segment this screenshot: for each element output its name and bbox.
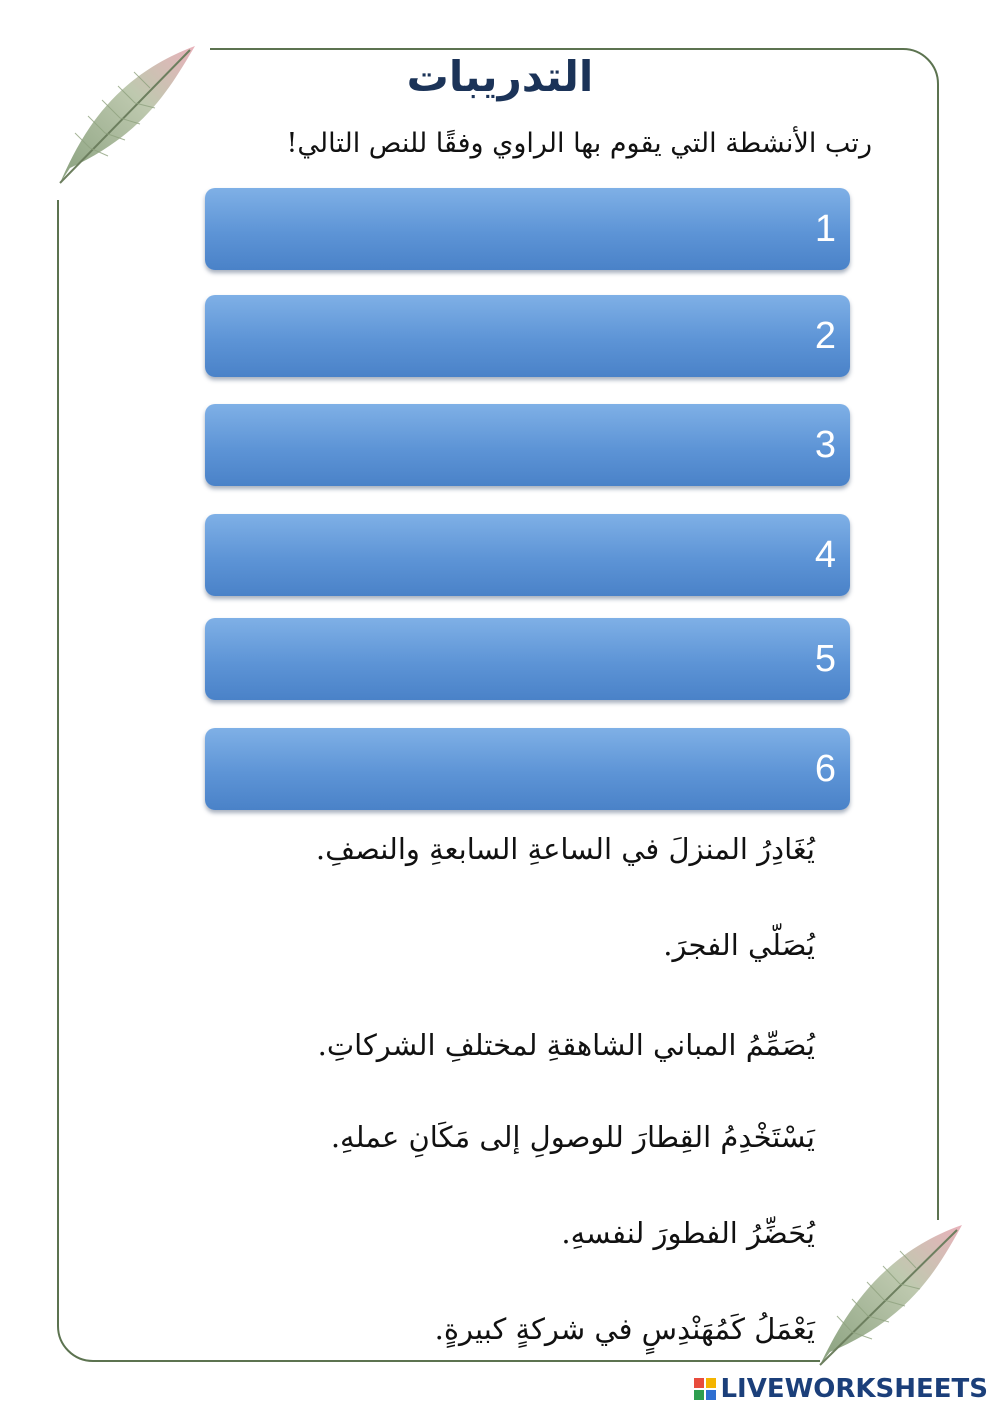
brand-name: LIVEWORKSHEETS <box>720 1374 988 1404</box>
feather-leaf-icon <box>812 1220 967 1370</box>
slot-number: 6 <box>814 748 836 790</box>
answer-slot-4[interactable] <box>205 514 850 596</box>
slot-number: 5 <box>814 638 836 680</box>
answer-slot-3[interactable] <box>205 404 850 486</box>
draggable-option[interactable]: يُصَلّي الفجرَ. <box>663 928 815 962</box>
answer-slot-6[interactable] <box>205 728 850 810</box>
logo-badge-icon <box>694 1378 716 1400</box>
draggable-option[interactable]: يُغَادِرُ المنزلَ في الساعةِ السابعةِ والنصفِ. <box>315 832 815 866</box>
page-title: التدريبات <box>406 52 594 101</box>
draggable-option[interactable]: يُحَضِّرُ الفطورَ لنفسهِ. <box>561 1216 815 1250</box>
liveworksheets-logo <box>694 1374 988 1404</box>
answer-slot-2[interactable] <box>205 295 850 377</box>
slot-number: 4 <box>814 534 836 576</box>
draggable-option[interactable]: يَسْتَخْدِمُ القِطارَ للوصولِ إلى مَكَانِ عملهِ. <box>330 1120 815 1154</box>
draggable-option[interactable]: يُصَمِّمُ المباني الشاهقةِ لمختلفِ الشركاتِ. <box>317 1028 815 1062</box>
draggable-option[interactable]: يَعْمَلُ كَمُهَنْدِسٍ في شركةٍ كبيرةٍ. <box>434 1312 815 1346</box>
slot-number: 1 <box>814 208 836 250</box>
slot-number: 3 <box>814 424 836 466</box>
slot-number: 2 <box>814 315 836 357</box>
answer-slot-1[interactable] <box>205 188 850 270</box>
instruction-text: رتب الأنشطة التي يقوم بها الراوي وفقًا للنص التالي! <box>286 128 872 159</box>
answer-slot-5[interactable] <box>205 618 850 700</box>
